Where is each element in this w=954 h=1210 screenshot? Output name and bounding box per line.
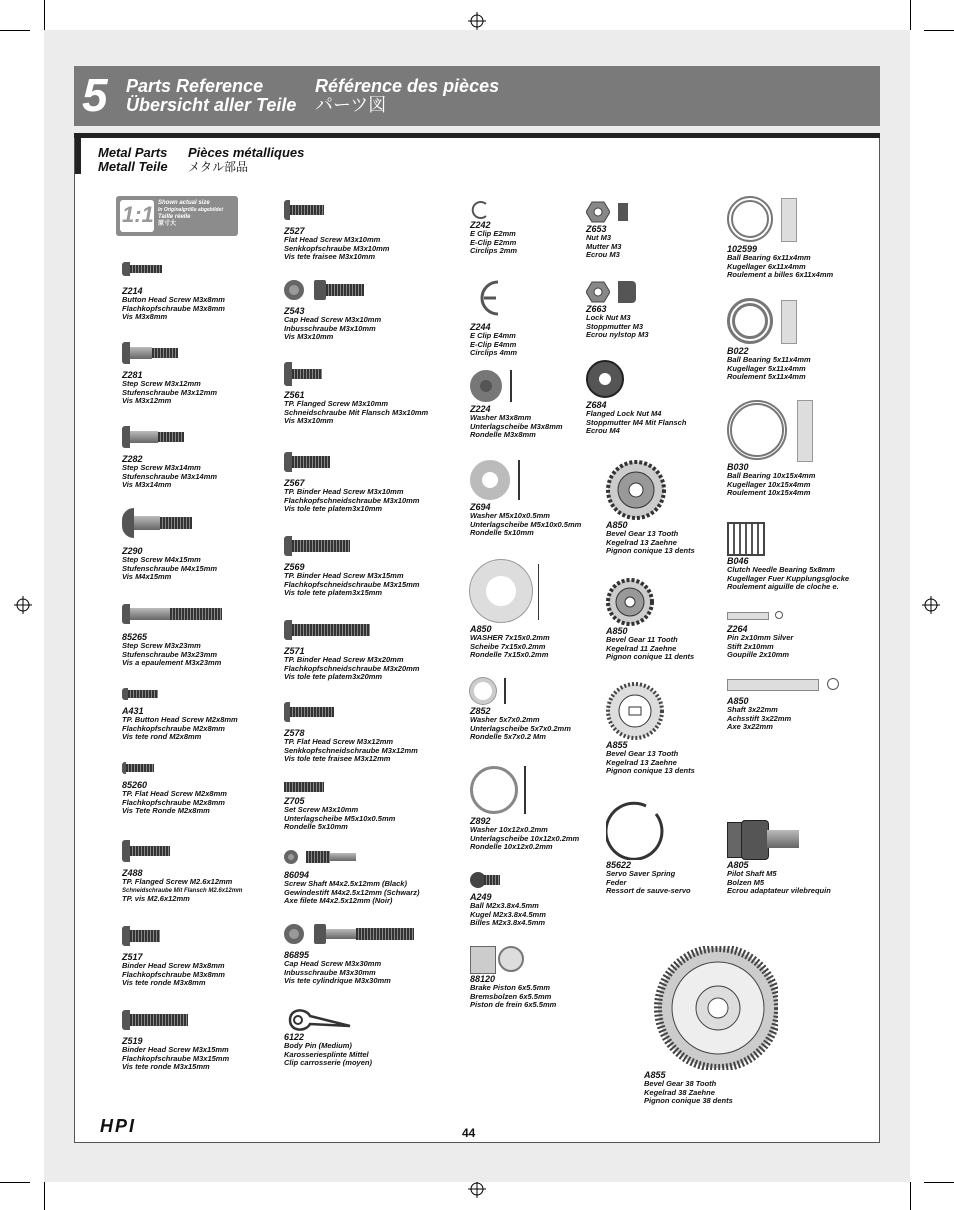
- part-description: Vis M3x14mm: [122, 480, 172, 490]
- part-code: Z852: [470, 706, 491, 716]
- part-code: Z653: [586, 224, 607, 234]
- binder-head-screw-icon: [122, 1008, 292, 1036]
- body-pin-icon: [284, 1004, 354, 1032]
- step-screw-icon: [122, 342, 292, 370]
- part-code: Z561: [284, 390, 305, 400]
- part-code: Z567: [284, 478, 305, 488]
- part-description: Clutch Needle Bearing 5x8mm: [727, 565, 835, 574]
- part-description: Billes M2x3.8x4.5mm: [470, 918, 546, 928]
- registration-mark-icon: [468, 12, 486, 30]
- part-description: Piston de frein 6x5.5mm: [470, 1000, 557, 1010]
- part-code: B030: [727, 462, 749, 472]
- part-description: Binder Head Screw M3x15mm: [122, 1045, 229, 1054]
- part-description: Rondelle 7x15x0.2mm: [470, 650, 549, 660]
- part-description: TP. Binder Head Screw M3x15mm: [284, 571, 404, 580]
- part-description: Inbusschraube M3x10mm: [284, 323, 376, 333]
- part-item: [122, 758, 292, 816]
- part-item: [727, 818, 897, 896]
- part-description: TP. Flat Head Screw M2x8mm: [122, 789, 227, 798]
- part-description: Stufenschraube M3x12mm: [122, 387, 218, 397]
- part-description: Unterlagscheibe 10x12x0.2mm: [470, 833, 580, 843]
- bevel-gear-icon: [606, 682, 664, 740]
- title-en: Parts Reference: [126, 76, 264, 96]
- part-description: Stoppmutter M4 Mit Flansch: [586, 417, 687, 427]
- registration-mark-icon: [14, 596, 32, 614]
- part-item: [284, 700, 454, 764]
- part-description: Pignon conique 13 dents: [606, 766, 695, 776]
- part-item: [727, 400, 897, 498]
- part-code: Z224: [470, 404, 491, 414]
- part-description: TP. vis M2.6x12mm: [122, 894, 190, 904]
- part-description: Roulement 5x11x4mm: [727, 372, 806, 382]
- crop-mark: [44, 0, 45, 30]
- part-description: Flat Head Screw M3x10mm: [284, 235, 381, 244]
- part-description: E Clip E4mm: [470, 331, 516, 340]
- part-description: Washer 10x12x0.2mm: [470, 825, 548, 834]
- flat-head-screw-icon: [284, 700, 454, 728]
- part-code: 85622: [606, 860, 632, 870]
- part-description: Roulement aiguille de cloche e.: [727, 582, 839, 592]
- part-code: Z663: [586, 304, 607, 314]
- part-description: Washer M3x8mm: [470, 413, 532, 422]
- part-description: Flachkopfschneidschraube M3x15mm: [284, 579, 420, 589]
- flanged-screw-icon: [284, 362, 454, 390]
- part-description: Ball Bearing 5x11x4mm: [727, 355, 811, 364]
- crop-mark: [910, 0, 911, 30]
- part-code: 86895: [284, 950, 310, 960]
- part-description: Servo Saver Spring: [606, 869, 676, 878]
- step-screw-icon: [122, 602, 292, 632]
- part-code: Z705: [284, 796, 305, 806]
- part-code: 85265: [122, 632, 148, 642]
- part-code: Z578: [284, 728, 305, 738]
- part-item: [284, 198, 454, 262]
- page-number: 44: [462, 1126, 476, 1140]
- part-code: Z282: [122, 454, 143, 464]
- spring-icon: [606, 798, 668, 860]
- part-description: Rondelle 5x10mm: [470, 528, 534, 538]
- part-description: TP. Flanged Screw M2.6x12mm: [122, 877, 233, 886]
- registration-mark-icon: [468, 1180, 486, 1198]
- part-description: Flachkopfschneidschraube M3x20mm: [284, 663, 420, 673]
- part-description: Rondelle 10x12x0.2mm: [470, 842, 553, 852]
- part-item: [727, 608, 897, 660]
- part-code: A805: [727, 860, 749, 870]
- part-description: Vis tole tete platem3x10mm: [284, 504, 383, 514]
- crop-mark: [0, 30, 30, 31]
- e-clip-icon: [470, 200, 490, 220]
- part-description: TP. Flanged Screw M3x10mm: [284, 399, 389, 408]
- part-item: [122, 508, 292, 582]
- part-description: Vis a epaulement M3x23mm: [122, 658, 222, 668]
- part-code: B046: [727, 556, 749, 566]
- binder-head-screw-icon: [284, 534, 454, 562]
- part-code: Z519: [122, 1036, 143, 1046]
- part-description: Inbusschraube M3x30mm: [284, 967, 376, 977]
- part-code: Z290: [122, 546, 143, 556]
- set-screw-icon: [284, 780, 454, 796]
- part-description: Roulement 10x15x4mm: [727, 488, 811, 498]
- part-description: Goupille 2x10mm: [727, 650, 790, 660]
- part-description: Schneidschraube Mit Flansch M3x10mm: [284, 407, 429, 417]
- part-code: Z569: [284, 562, 305, 572]
- part-description: Cap Head Screw M3x30mm: [284, 959, 382, 968]
- part-code: 85260: [122, 780, 148, 790]
- part-description: Ecrou M4: [586, 426, 620, 436]
- part-description: Bevel Gear 11 Tooth: [606, 635, 678, 644]
- part-code: A850: [606, 520, 628, 530]
- part-description: Nut M3: [586, 233, 611, 242]
- part-description: Stoppmutter M3: [586, 321, 644, 331]
- hpi-logo: HPI: [100, 1116, 137, 1136]
- part-description: TP. Binder Head Screw M3x10mm: [284, 487, 404, 496]
- part-description: Scheibe 7x15x0.2mm: [470, 641, 546, 651]
- ball-bearing-icon: [727, 400, 897, 462]
- bevel-gear-icon: [644, 946, 778, 1070]
- part-description: Stufenschraube M4x15mm: [122, 563, 218, 573]
- part-code: Z244: [470, 322, 491, 332]
- part-item: [122, 342, 292, 406]
- part-code: A850: [470, 624, 492, 634]
- part-description: Vis tete fraisee M3x10mm: [284, 252, 376, 262]
- part-description: Cap Head Screw M3x10mm: [284, 315, 382, 324]
- part-description: Flachkopfschraube M2x8mm: [122, 723, 225, 733]
- part-code: 86094: [284, 870, 310, 880]
- title-de: Übersicht aller Teile: [126, 95, 297, 115]
- section-title-fr: Pièces métalliques: [188, 145, 305, 160]
- title-fr: Référence des pièces: [315, 76, 500, 96]
- part-description: Vis tete cylindrique M3x30mm: [284, 976, 391, 986]
- part-description: Pignon conique 13 dents: [606, 546, 695, 556]
- part-description: Rondelle M3x8mm: [470, 430, 536, 440]
- part-code: A855: [606, 740, 628, 750]
- screw-shaft-icon: [284, 846, 454, 870]
- part-description: Step Screw M4x15mm: [122, 555, 201, 564]
- part-item: [284, 450, 454, 514]
- part-description: Set Screw M3x10mm: [284, 805, 359, 814]
- brake-piston-icon: [470, 944, 640, 974]
- part-description: Ecrou nylstop M3: [586, 330, 649, 340]
- part-description: Achsstift 3x22mm: [727, 713, 792, 723]
- part-description: TP. Flat Head Screw M3x12mm: [284, 737, 394, 746]
- e-clip-icon: [470, 274, 504, 322]
- part-description: Kugel M2x3.8x4.5mm: [470, 909, 546, 919]
- scale-ratio: 1:1: [122, 202, 154, 227]
- part-code: 88120: [470, 974, 496, 984]
- part-description: Step Screw M3x14mm: [122, 463, 201, 472]
- part-description: Stift 2x10mm: [727, 641, 774, 651]
- bevel-gear-icon: [606, 460, 666, 520]
- part-description: Bevel Gear 13 Tooth: [606, 749, 679, 758]
- part-description: Ball M2x3.8x4.5mm: [470, 901, 539, 910]
- part-description: Circlips 4mm: [470, 348, 518, 358]
- part-description: Step Screw M3x12mm: [122, 379, 201, 388]
- part-description: TP. Binder Head Screw M3x20mm: [284, 655, 404, 664]
- part-description: Schneidschraube Mit Flansch M2.6x12mm: [122, 887, 243, 894]
- part-code: Z543: [284, 306, 305, 316]
- part-item: [284, 278, 454, 342]
- part-item: [284, 618, 454, 682]
- part-description: Ball Bearing 6x11x4mm: [727, 253, 811, 262]
- scale-line-1: Shown actual size: [158, 200, 210, 206]
- part-description: Flachkopfschraube M3x15mm: [122, 1053, 230, 1063]
- scale-line-3: Taille réelle: [158, 214, 191, 220]
- shaft-icon: [727, 676, 897, 696]
- part-description: E-Clip E2mm: [470, 237, 517, 247]
- part-description: Washer 5x7x0.2mm: [470, 715, 540, 724]
- part-description: Binder Head Screw M3x8mm: [122, 961, 225, 970]
- part-item: [284, 362, 454, 426]
- part-description: Kegelrad 13 Zaehne: [606, 757, 677, 767]
- part-description: Ressort de sauve-servo: [606, 886, 691, 896]
- binder-head-screw-icon: [284, 618, 454, 646]
- part-description: Pignon conique 11 dents: [606, 652, 695, 662]
- part-code: B022: [727, 346, 749, 356]
- part-code: Z488: [122, 868, 143, 878]
- button-head-screw-icon: [122, 682, 292, 706]
- part-description: Ball Bearing 10x15x4mm: [727, 471, 816, 480]
- title-jp: パーツ図: [315, 95, 387, 115]
- part-description: Vis M4x15mm: [122, 572, 172, 582]
- section-title-jp: メタル部品: [188, 160, 249, 174]
- part-description: Senkkopfschraube M3x10mm: [284, 243, 390, 253]
- part-description: Rondelle 5x10mm: [284, 822, 348, 832]
- crop-mark: [0, 1182, 30, 1183]
- part-description: Feder: [606, 877, 627, 887]
- part-description: Axe filete M4x2.5x12mm (Noir): [284, 896, 393, 906]
- part-item: [727, 676, 897, 732]
- part-item: [122, 258, 292, 322]
- part-description: Flachkopfschneidschraube M3x10mm: [284, 495, 420, 505]
- part-description: Vis M3x12mm: [122, 396, 172, 406]
- part-description: Vis tete ronde M3x15mm: [122, 1062, 210, 1072]
- part-description: E Clip E2mm: [470, 229, 516, 238]
- part-description: Vis M3x10mm: [284, 416, 334, 426]
- scale-line-2: In Originalgröße abgebildet: [158, 207, 224, 213]
- cap-head-screw-icon: [284, 922, 454, 950]
- button-head-screw-icon: [122, 258, 292, 286]
- part-description: Brake Piston 6x5.5mm: [470, 983, 551, 992]
- part-item: [727, 298, 897, 382]
- part-item: [284, 780, 454, 832]
- part-code: Z517: [122, 952, 143, 962]
- part-description: Senkkopfschneidschraube M3x12mm: [284, 745, 418, 755]
- section-title-de: Metall Teile: [98, 159, 168, 174]
- part-description: Flachkopfschraube M2x8mm: [122, 797, 225, 807]
- part-item: [284, 922, 454, 986]
- part-description: Vis M3x10mm: [284, 332, 334, 342]
- part-item: [727, 520, 897, 592]
- part-description: Button Head Screw M3x8mm: [122, 295, 225, 304]
- binder-head-screw-icon: [284, 450, 454, 478]
- part-description: Pignon conique 38 dents: [644, 1096, 733, 1106]
- part-item: [122, 426, 292, 490]
- part-description: Vis M3x8mm: [122, 312, 168, 322]
- part-description: Kugellager 10x15x4mm: [727, 479, 811, 489]
- part-description: Unterlagscheibe 5x7x0.2mm: [470, 723, 571, 733]
- pilot-shaft-icon: [727, 818, 897, 860]
- part-code: A431: [122, 706, 144, 716]
- part-description: Unterlagscheibe M5x10x0.5mm: [284, 813, 396, 823]
- part-description: Roulement a billes 6x11x4mm: [727, 270, 834, 280]
- crop-mark: [924, 30, 954, 31]
- part-description: Pilot Shaft M5: [727, 869, 777, 878]
- part-description: Stufenschraube M3x14mm: [122, 471, 218, 481]
- scale-badge: [116, 196, 238, 236]
- part-description: Flanged Lock Nut M4: [586, 409, 662, 418]
- part-description: Karosseriesplinte Mittel: [284, 1049, 369, 1059]
- part-item: [284, 534, 454, 598]
- part-code: Z281: [122, 370, 143, 380]
- part-code: Z892: [470, 816, 491, 826]
- panel-left-rule: [75, 138, 81, 174]
- part-code: Z264: [727, 624, 748, 634]
- part-description: Body Pin (Medium): [284, 1041, 352, 1050]
- crop-mark: [910, 1182, 911, 1210]
- part-description: TP. Button Head Screw M2x8mm: [122, 715, 238, 724]
- crop-mark: [44, 1182, 45, 1210]
- binder-head-screw-icon: [122, 924, 292, 952]
- part-item: [122, 1008, 292, 1072]
- flat-head-screw-icon: [122, 758, 292, 780]
- part-description: Stufenschraube M3x23mm: [122, 649, 218, 659]
- ball-bearing-icon: [727, 196, 897, 244]
- part-code: Z571: [284, 646, 305, 656]
- part-code: A850: [727, 696, 749, 706]
- part-description: Ecrou M3: [586, 250, 620, 260]
- part-code: A249: [470, 892, 492, 902]
- part-description: WASHER 7x15x0.2mm: [470, 633, 550, 642]
- part-description: Lock Nut M3: [586, 313, 631, 322]
- section-number: 5: [82, 69, 108, 121]
- section-title-en: Metal Parts: [98, 145, 168, 160]
- part-description: Kegelrad 11 Zaehne: [606, 643, 677, 653]
- part-description: Vis tole tete fraisee M3x12mm: [284, 754, 391, 764]
- part-code: Z684: [586, 400, 607, 410]
- part-description: Mutter M3: [586, 241, 622, 251]
- bevel-gear-icon: [606, 578, 654, 626]
- part-item: [122, 602, 292, 668]
- part-description: Rondelle 5x7x0.2 Mm: [470, 732, 546, 742]
- flat-head-screw-icon: [284, 198, 454, 226]
- part-description: Unterlagscheibe M5x10x0.5mm: [470, 519, 582, 529]
- part-description: Axe 3x22mm: [727, 722, 773, 732]
- part-item: [284, 1004, 454, 1068]
- part-description: Washer M5x10x0.5mm: [470, 511, 550, 520]
- part-item: [284, 846, 454, 906]
- part-description: Circlips 2mm: [470, 246, 518, 256]
- part-description: Kugellager 5x11x4mm: [727, 363, 806, 373]
- part-description: Flachkopfschraube M3x8mm: [122, 969, 225, 979]
- part-code: 102599: [727, 244, 758, 254]
- pin-icon: [727, 608, 897, 624]
- cap-head-screw-icon: [284, 278, 454, 306]
- part-description: Vis tete ronde M3x8mm: [122, 978, 206, 988]
- part-description: Bevel Gear 13 Tooth: [606, 529, 679, 538]
- scale-line-4: 原寸大: [158, 221, 177, 227]
- part-code: A855: [644, 1070, 666, 1080]
- part-description: Kugellager Fuer Kupplungsglocke: [727, 573, 850, 583]
- part-item: [122, 682, 292, 742]
- part-code: Z694: [470, 502, 491, 512]
- part-description: Vis tete rond M2x8mm: [122, 732, 202, 742]
- part-description: Pin 2x10mm Silver: [727, 633, 794, 642]
- part-description: Bremsbolzen 6x5.5mm: [470, 991, 552, 1001]
- part-code: A850: [606, 626, 628, 636]
- part-code: Z242: [470, 220, 491, 230]
- part-description: Step Screw M3x23mm: [122, 641, 201, 650]
- panel-top-rule: [74, 133, 880, 138]
- part-description: Kegelrad 13 Zaehne: [606, 537, 677, 547]
- part-description: Ecrou adaptateur vilebrequin: [727, 886, 831, 896]
- part-item: [644, 946, 814, 1106]
- part-item: [122, 840, 292, 904]
- registration-mark-icon: [922, 596, 940, 614]
- part-description: Bevel Gear 38 Tooth: [644, 1079, 717, 1088]
- flanged-screw-icon: [122, 840, 292, 868]
- part-code: 6122: [284, 1032, 305, 1042]
- needle-bearing-icon: [727, 520, 897, 556]
- part-description: E-Clip E4mm: [470, 339, 517, 349]
- part-description: Clip carrosserie (moyen): [284, 1058, 372, 1068]
- part-item: [122, 924, 292, 988]
- part-description: Vis tole tete platem3x15mm: [284, 588, 383, 598]
- step-screw-icon: [122, 426, 292, 454]
- part-description: Kegelrad 38 Zaehne: [644, 1087, 715, 1097]
- part-description: Vis Tete Ronde M2x8mm: [122, 806, 210, 816]
- part-item: [727, 196, 897, 280]
- part-description: Kugellager 6x11x4mm: [727, 261, 806, 271]
- part-code: Z527: [284, 226, 305, 236]
- part-description: Shaft 3x22mm: [727, 705, 778, 714]
- crop-mark: [924, 1182, 954, 1183]
- part-description: Vis tole tete platem3x20mm: [284, 672, 383, 682]
- part-description: Screw Shaft M4x2.5x12mm (Black): [284, 879, 407, 888]
- part-description: Gewindestift M4x2.5x12mm (Schwarz): [284, 887, 420, 897]
- part-item: [470, 944, 640, 1010]
- ball-bearing-icon: [727, 298, 897, 346]
- part-code: Z214: [122, 286, 143, 296]
- part-description: Flachkopfschraube M3x8mm: [122, 303, 225, 313]
- part-description: Unterlagscheibe M3x8mm: [470, 421, 563, 431]
- part-description: Bolzen M5: [727, 877, 765, 887]
- step-screw-icon: [122, 508, 292, 546]
